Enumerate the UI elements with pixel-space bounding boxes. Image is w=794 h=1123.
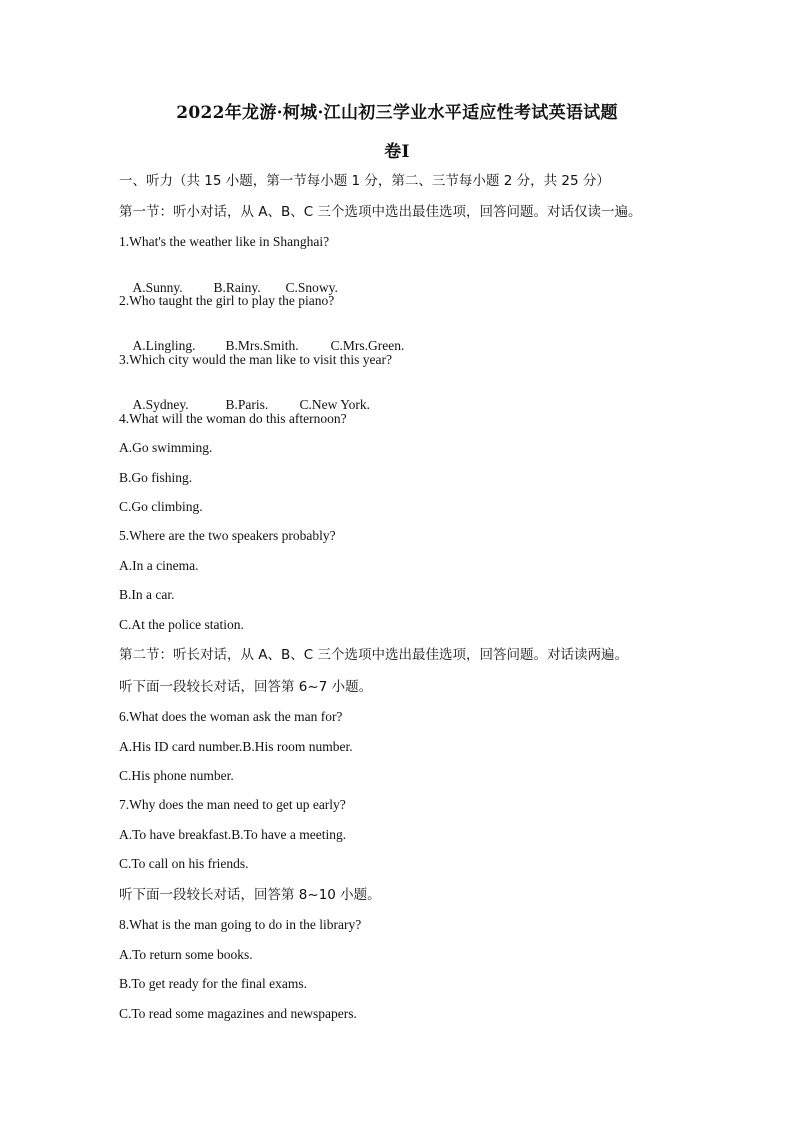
option-ab: A.His ID card number.B.His room number. [119,739,353,754]
option-a: A.In a cinema. [119,558,199,573]
option-c: C.His phone number. [119,768,234,783]
option-c: C.To read some magazines and newspapers. [119,1006,357,1021]
option-b: B.Go fishing. [119,470,193,485]
question-5: 5.Where are the two speakers probably? [119,528,336,543]
option-c: C.New York. [299,397,371,412]
option-c: C.Go climbing. [119,499,203,514]
exam-title: 2022年龙游·柯城·江山初三学业水平适应性考试英语试题 [176,103,618,123]
option-b: B.Paris. [225,397,269,412]
question-7: 7.Why does the man need to get up early? [119,797,346,812]
volume-title: 卷I [384,142,410,162]
option-c: C.Snowy. [285,280,338,295]
question-3: 3.Which city would the man like to visit this year? [119,352,392,367]
question-2: 2.Who taught the girl to play the piano? [119,293,335,308]
option-c: C.Mrs.Green. [330,338,405,353]
option-ab: A.To have breakfast.B.To have a meeting. [119,827,347,842]
part2-instructions: 第二节：听长对话，从 A、B、C 三个选项中选出最佳选项，回答问题。对话读两遍。 [119,647,629,663]
option-b: B.Rainy. [213,280,261,295]
option-b: B.Mrs.Smith. [225,338,299,353]
option-b: B.In a car. [119,587,175,602]
question-8: 8.What is the man going to do in the library? [119,917,362,932]
option-a: A.Lingling. [132,338,196,353]
question-4: 4.What will the woman do this afternoon? [119,411,347,426]
option-a: A.Go swimming. [119,440,213,455]
question-1: 1.What's the weather like in Shanghai? [119,234,330,249]
option-c: C.At the police station. [119,617,244,632]
group-1-instructions: 听下面一段较长对话，回答第 6~7 小题。 [119,679,373,695]
group-2-instructions: 听下面一段较长对话，回答第 8~10 小题。 [119,887,381,903]
option-a: A.Sunny. [132,280,183,295]
option-a: A.Sydney. [132,397,189,412]
option-c: C.To call on his friends. [119,856,249,871]
option-b: B.To get ready for the final exams. [119,976,307,991]
option-a: A.To return some books. [119,947,253,962]
section-heading: 一、听力（共 15 小题，第一节每小题 1 分，第二、三节每小题 2 分，共 25 分） [119,173,610,189]
question-6: 6.What does the woman ask the man for? [119,709,343,724]
part1-instructions: 第一节：听小对话，从 A、B、C 三个选项中选出最佳选项，回答问题。对话仅读一遍。 [119,204,642,220]
